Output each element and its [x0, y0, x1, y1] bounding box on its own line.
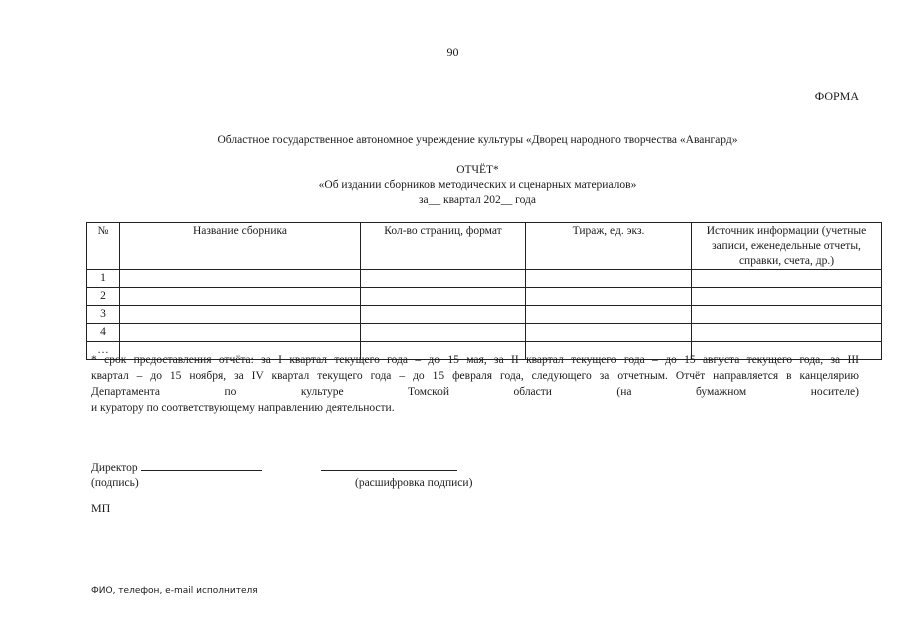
column-header-source: Источник информации (учетные записи, еженедельные отчеты, справки, счета, др.)	[692, 223, 882, 270]
footnote-word: бумажном	[695, 386, 747, 398]
source-cell	[692, 324, 882, 342]
footnote-word: Департамента	[91, 386, 161, 398]
report-heading	[0, 163, 905, 208]
decoding-line	[321, 459, 457, 471]
table-row	[87, 270, 882, 288]
row-number: 3	[87, 306, 120, 324]
row-number: …	[87, 342, 120, 360]
page-number: 90	[446, 45, 459, 59]
pages-cell	[361, 324, 526, 342]
organization-name: Областное государственное автономное учреждение культуры «Дворец народного творчества «Авангард»	[217, 134, 738, 146]
table-row	[87, 324, 882, 342]
source-cell	[692, 288, 882, 306]
report-subtitle: «Об издании сборников методических и сценарных материалов»	[318, 179, 637, 191]
form-label: ФОРМА	[814, 89, 859, 103]
report-table	[86, 222, 882, 360]
pages-cell	[361, 306, 526, 324]
footnote-word: носителе)	[810, 386, 859, 398]
row-number: 4	[87, 324, 120, 342]
column-header-pages-format: Кол-во страниц, формат	[361, 223, 526, 270]
director-signature-block	[91, 459, 262, 491]
footnote-line: * срок предоставления отчёта: за I квартал текущего года – до 15 мая, за II квартал текущего года – до 15 августа текущего года, за III	[91, 354, 859, 366]
footnote-word: культуре	[300, 386, 344, 398]
stamp-label: МП	[91, 501, 111, 515]
title-cell	[120, 288, 361, 306]
pages-cell	[361, 270, 526, 288]
footnote-line: и куратору по соответствующему направлению деятельности.	[91, 402, 395, 414]
row-number: 2	[87, 288, 120, 306]
signature-decoding-block	[321, 459, 472, 491]
circulation-cell	[526, 288, 692, 306]
contact-label: ФИО, телефон, e-mail исполнителя	[91, 586, 258, 596]
row-number: 1	[87, 270, 120, 288]
footnote-line-justified	[91, 384, 859, 400]
title-cell	[120, 306, 361, 324]
report-title: ОТЧЁТ*	[456, 164, 499, 176]
circulation-cell	[526, 306, 692, 324]
table-row	[87, 288, 882, 306]
source-cell	[692, 306, 882, 324]
circulation-cell	[526, 324, 692, 342]
source-cell	[692, 270, 882, 288]
table-row	[87, 306, 882, 324]
pages-cell	[361, 288, 526, 306]
column-header-number: №	[87, 223, 120, 270]
signature-line	[141, 459, 262, 471]
footnote-word: области	[513, 386, 552, 398]
report-period: за__ квартал 202__ года	[418, 194, 536, 206]
footnote-word: Томской	[408, 386, 450, 398]
footnote-line: квартал – до 15 ноября, за IV квартал текущего года – до 15 февраля года, следующего за отчетным. Отчёт направляется в канцелярию	[91, 370, 859, 382]
signature-caption: (подпись)	[91, 477, 139, 489]
table-header-row	[87, 223, 882, 270]
director-label: Директор	[91, 462, 138, 474]
footnote	[91, 352, 859, 416]
title-cell	[120, 270, 361, 288]
footnote-word: (на	[616, 386, 632, 398]
column-header-title: Название сборника	[120, 223, 361, 270]
footnote-word: по	[224, 386, 237, 398]
circulation-cell	[526, 270, 692, 288]
decoding-caption: (расшифровка подписи)	[355, 477, 473, 489]
column-header-circulation: Тираж, ед. экз.	[526, 223, 692, 270]
title-cell	[120, 324, 361, 342]
